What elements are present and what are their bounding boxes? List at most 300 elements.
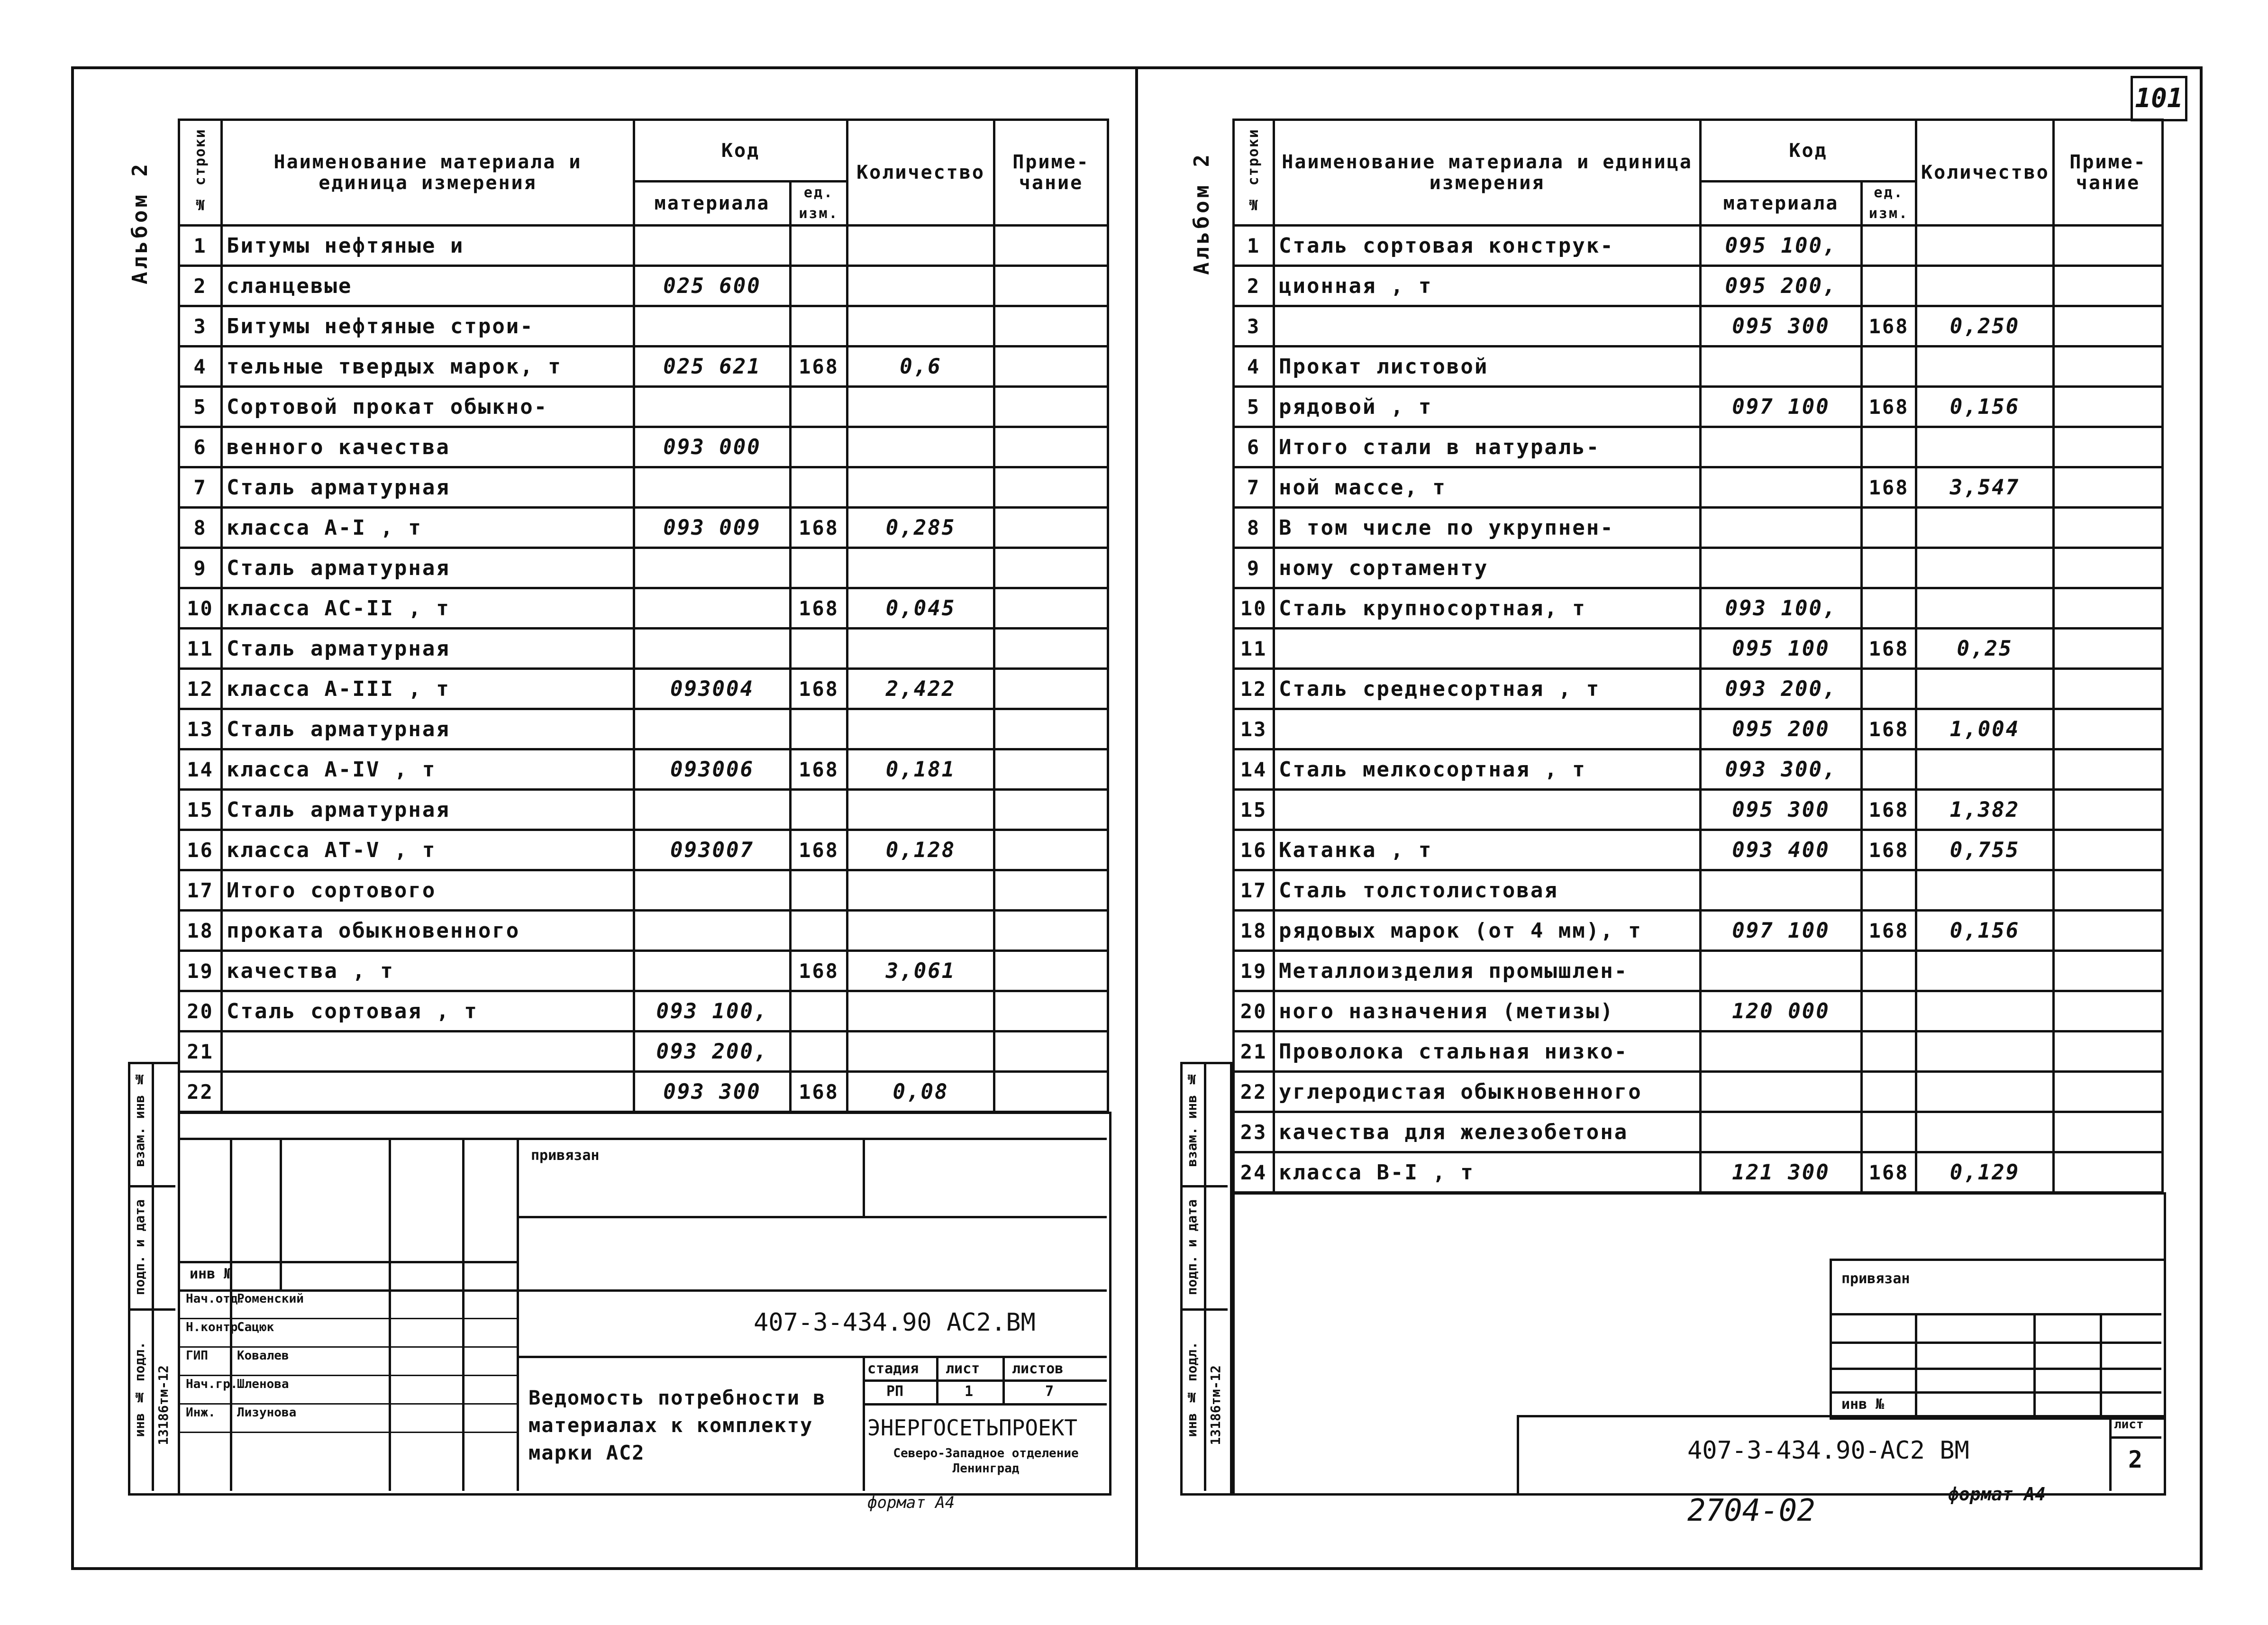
left-sheets: 7 (1045, 1383, 1054, 1400)
quantity-value: 1,004 (1916, 709, 2054, 749)
unit-code (791, 709, 847, 749)
material-code: 093 300, (1701, 749, 1862, 790)
note-cell (2054, 467, 2163, 508)
table-row (179, 1032, 1108, 1072)
quantity-value (1916, 588, 2054, 629)
left-stamp-inv: инв № подл. (132, 1342, 147, 1437)
material-name: Сталь мелкосортная , т (1274, 749, 1701, 790)
material-name (1274, 306, 1701, 347)
unit-code: 168 (1862, 306, 1916, 347)
row-number: 11 (1234, 629, 1274, 669)
note-cell (2054, 1152, 2163, 1193)
quantity-value (1916, 226, 2054, 266)
unit-code (791, 870, 847, 911)
note-cell (2054, 709, 2163, 749)
note-cell (2054, 991, 2163, 1032)
material-code: 095 100, (1701, 226, 1862, 266)
table-row (1234, 951, 2163, 991)
row-number: 19 (1234, 951, 1274, 991)
table-row (179, 548, 1108, 588)
table-row (179, 347, 1108, 387)
unit-code (791, 306, 847, 347)
table-row (1234, 629, 2163, 669)
unit-code (1862, 588, 1916, 629)
row-number: 2 (1234, 266, 1274, 306)
table-row (1234, 467, 2163, 508)
material-code: 097 100 (1701, 911, 1862, 951)
material-code: 120 000 (1701, 991, 1862, 1032)
material-name: ного назначения (метизы) (1274, 991, 1701, 1032)
row-number: 18 (1234, 911, 1274, 951)
quantity-value (847, 306, 994, 347)
row-number: 9 (179, 548, 222, 588)
row-number: 14 (179, 749, 222, 790)
quantity-value (1916, 427, 2054, 467)
row-number: 5 (1234, 387, 1274, 427)
material-name: Сталь сортовая , т (222, 991, 634, 1032)
right-material-table (1232, 119, 2164, 1194)
table-row (179, 467, 1108, 508)
row-number: 18 (179, 911, 222, 951)
material-name: проката обыкновенного (222, 911, 634, 951)
note-cell (994, 266, 1108, 306)
material-code: 093004 (634, 669, 791, 709)
unit-code: 168 (791, 669, 847, 709)
quantity-value (1916, 266, 2054, 306)
material-name: рядовой , т (1274, 387, 1701, 427)
row-number: 23 (1234, 1112, 1274, 1152)
row-number: 22 (179, 1072, 222, 1112)
material-code: 095 300 (1701, 306, 1862, 347)
note-cell (2054, 870, 2163, 911)
left-material-table (178, 119, 1109, 1113)
material-code (1701, 427, 1862, 467)
material-code: 025 621 (634, 347, 791, 387)
row-number: 4 (1234, 347, 1274, 387)
table-row (1234, 1072, 2163, 1112)
col-code: Код (634, 120, 847, 182)
row-number: 13 (1234, 709, 1274, 749)
table-row (1234, 508, 2163, 548)
material-name: В том числе по укрупнен- (1274, 508, 1701, 548)
material-name (222, 1072, 634, 1112)
quantity-value (1916, 991, 2054, 1032)
material-name: сланцевые (222, 266, 634, 306)
table-row (1234, 991, 2163, 1032)
note-cell (994, 387, 1108, 427)
table-row (1234, 226, 2163, 266)
row-number: 13 (179, 709, 222, 749)
note-cell (2054, 749, 2163, 790)
unit-code (791, 427, 847, 467)
left-sheet: 1 (965, 1383, 974, 1400)
material-name: Сталь сортовая конструк- (1274, 226, 1701, 266)
row-number: 16 (179, 830, 222, 870)
material-name: Сталь арматурная (222, 467, 634, 508)
material-code (634, 306, 791, 347)
row-number: 15 (179, 790, 222, 830)
row-number: 1 (179, 226, 222, 266)
right-sheet: 2 (2128, 1446, 2143, 1473)
table-row (1234, 306, 2163, 347)
material-code (634, 467, 791, 508)
left-privyazan-label: привязан (531, 1147, 600, 1164)
quantity-value (847, 629, 994, 669)
table-row (179, 387, 1108, 427)
left-stamp-vzam: взам. инв № (132, 1071, 147, 1167)
material-name: Прокат листовой (1274, 347, 1701, 387)
note-cell (994, 588, 1108, 629)
note-cell (994, 951, 1108, 991)
row-number: 8 (1234, 508, 1274, 548)
quantity-value (847, 548, 994, 588)
right-inv-label: инв № (1841, 1396, 1885, 1413)
table-row (179, 790, 1108, 830)
unit-code: 168 (1862, 709, 1916, 749)
quantity-value (1916, 1112, 2054, 1152)
right-sheet-label: лист (2114, 1417, 2144, 1432)
quantity-value: 0,156 (1916, 387, 2054, 427)
unit-code (1862, 951, 1916, 991)
role-person: Лизунова (237, 1406, 297, 1420)
right-stamp-code: 13186тм-12 (1208, 1365, 1223, 1445)
row-number: 24 (1234, 1152, 1274, 1193)
material-name: тельные твердых марок, т (222, 347, 634, 387)
note-cell (2054, 266, 2163, 306)
table-row (179, 951, 1108, 991)
quantity-value: 0,25 (1916, 629, 2054, 669)
row-number: 12 (1234, 669, 1274, 709)
quantity-value (847, 387, 994, 427)
row-number: 20 (1234, 991, 1274, 1032)
col-note: Приме-чание (994, 120, 1108, 226)
material-name: Проволока стальная низко- (1274, 1032, 1701, 1072)
table-row (179, 306, 1108, 347)
note-cell (2054, 226, 2163, 266)
col-row-no-r: № строки (1234, 120, 1274, 226)
quantity-value: 2,422 (847, 669, 994, 709)
note-cell (994, 467, 1108, 508)
left-stamp-code: 13186тм-12 (155, 1365, 171, 1445)
material-code (634, 226, 791, 266)
unit-code (1862, 991, 1916, 1032)
material-code (1701, 1112, 1862, 1152)
note-cell (994, 669, 1108, 709)
row-number: 9 (1234, 548, 1274, 588)
note-cell (994, 548, 1108, 588)
table-row (179, 588, 1108, 629)
role-label: Нач.отд. (186, 1292, 246, 1306)
note-cell (994, 749, 1108, 790)
material-code: 093 200, (1701, 669, 1862, 709)
material-code: 121 300 (1701, 1152, 1862, 1193)
note-cell (994, 1072, 1108, 1112)
row-number: 12 (179, 669, 222, 709)
quantity-value (847, 991, 994, 1032)
left-format: формат А4 (867, 1493, 955, 1512)
unit-code (791, 266, 847, 306)
row-number: 17 (1234, 870, 1274, 911)
material-code (1701, 870, 1862, 911)
material-name: Битумы нефтяные и (222, 226, 634, 266)
quantity-value (1916, 1072, 2054, 1112)
unit-code: 168 (791, 749, 847, 790)
quantity-value: 0,128 (847, 830, 994, 870)
note-cell (994, 347, 1108, 387)
table-row (1234, 911, 2163, 951)
row-number: 21 (1234, 1032, 1274, 1072)
quantity-value: 0,285 (847, 508, 994, 548)
note-cell (994, 870, 1108, 911)
material-name: класса В-I , т (1274, 1152, 1701, 1193)
row-number: 19 (179, 951, 222, 991)
row-number: 4 (179, 347, 222, 387)
quantity-value (847, 226, 994, 266)
page-number: 101 (2131, 76, 2187, 121)
material-name: Сталь крупносортная, т (1274, 588, 1701, 629)
table-row (1234, 588, 2163, 629)
table-row (179, 870, 1108, 911)
left-stage: РП (886, 1383, 904, 1400)
note-cell (2054, 508, 2163, 548)
unit-code (1862, 1032, 1916, 1072)
unit-code (1862, 266, 1916, 306)
material-code (634, 951, 791, 991)
unit-code: 168 (1862, 387, 1916, 427)
material-name: углеродистая обыкновенного (1274, 1072, 1701, 1112)
unit-code: 168 (1862, 790, 1916, 830)
material-name (1274, 629, 1701, 669)
left-stage-label: стадия (867, 1360, 919, 1377)
table-row (179, 508, 1108, 548)
table-row (1234, 790, 2163, 830)
material-name: Сталь арматурная (222, 790, 634, 830)
note-cell (2054, 306, 2163, 347)
material-name: Итого стали в натураль- (1274, 427, 1701, 467)
material-code (634, 790, 791, 830)
role-person: Роменский (237, 1292, 304, 1306)
table-row (1234, 387, 2163, 427)
table-row (1234, 548, 2163, 588)
quantity-value (847, 870, 994, 911)
role-label: Н.контр. (186, 1320, 246, 1334)
material-code: 093 000 (634, 427, 791, 467)
col-name: Наименование материала и единица измерения (222, 120, 634, 226)
note-cell (2054, 588, 2163, 629)
material-name: Битумы нефтяные строи- (222, 306, 634, 347)
table-row (179, 749, 1108, 790)
material-code: 093 200, (634, 1032, 791, 1072)
unit-code (1862, 669, 1916, 709)
unit-code (791, 548, 847, 588)
material-code (634, 870, 791, 911)
quantity-value (1916, 749, 2054, 790)
note-cell (2054, 1072, 2163, 1112)
unit-code (791, 991, 847, 1032)
row-number: 21 (179, 1032, 222, 1072)
table-row (179, 629, 1108, 669)
material-code: 093 009 (634, 508, 791, 548)
col-quantity: Количество (847, 120, 994, 226)
material-name: Сталь арматурная (222, 548, 634, 588)
note-cell (994, 427, 1108, 467)
unit-code (1862, 427, 1916, 467)
note-cell (2054, 347, 2163, 387)
left-stamp-podp: подп. и дата (132, 1199, 147, 1296)
note-cell (2054, 951, 2163, 991)
note-cell (2054, 427, 2163, 467)
material-code (1701, 548, 1862, 588)
unit-code: 168 (791, 951, 847, 991)
material-name: Металлоизделия промышлен- (1274, 951, 1701, 991)
unit-code: 168 (1862, 911, 1916, 951)
col-name-r: Наименование материала и единица измерения (1274, 120, 1701, 226)
unit-code (1862, 347, 1916, 387)
note-cell (2054, 911, 2163, 951)
material-name: класса А-III , т (222, 669, 634, 709)
quantity-value (847, 1032, 994, 1072)
unit-code (1862, 1112, 1916, 1152)
unit-code (791, 1032, 847, 1072)
left-inv-label: инв № (190, 1266, 233, 1282)
note-cell (994, 830, 1108, 870)
role-person: Сацюк (237, 1320, 274, 1334)
unit-code: 168 (791, 1072, 847, 1112)
unit-code: 168 (1862, 830, 1916, 870)
quantity-value (1916, 347, 2054, 387)
note-cell (2054, 1112, 2163, 1152)
note-cell (994, 226, 1108, 266)
row-number: 14 (1234, 749, 1274, 790)
material-code (634, 911, 791, 951)
right-drawing-code: 407-3-434.90-АС2 ВМ (1687, 1436, 1969, 1465)
note-cell (2054, 629, 2163, 669)
table-row (1234, 427, 2163, 467)
right-stamp-podp: подп. и дата (1184, 1199, 1200, 1296)
material-name: класса А-I , т (222, 508, 634, 548)
row-number: 7 (179, 467, 222, 508)
material-name: Сортовой прокат обыкно- (222, 387, 634, 427)
row-number: 3 (179, 306, 222, 347)
role-label: Инж. (186, 1406, 216, 1420)
table-row (1234, 830, 2163, 870)
quantity-value: 3,547 (1916, 467, 2054, 508)
right-stamp-vzam: взам. инв № (1184, 1071, 1200, 1167)
right-number: 2704-02 (1687, 1493, 1815, 1528)
quantity-value: 0,045 (847, 588, 994, 629)
quantity-value: 0,250 (1916, 306, 2054, 347)
unit-code (791, 467, 847, 508)
table-row (179, 427, 1108, 467)
quantity-value (1916, 1032, 2054, 1072)
col-row-no: № строки (179, 120, 222, 226)
left-drawing-code: 407-3-434.90 АС2.ВМ (754, 1308, 1036, 1337)
role-person: Ковалев (237, 1349, 289, 1363)
row-number: 11 (179, 629, 222, 669)
right-format: формат А4 (1948, 1484, 2046, 1505)
note-cell (994, 508, 1108, 548)
quantity-value (847, 790, 994, 830)
unit-code: 168 (1862, 467, 1916, 508)
right-stamp-inv: инв № подл. (1184, 1342, 1200, 1437)
material-name: венного качества (222, 427, 634, 467)
left-doc-title: Ведомость потребности в материалах к комплекту марки АС2 (528, 1386, 826, 1464)
quantity-value (1916, 870, 2054, 911)
material-name: Катанка , т (1274, 830, 1701, 870)
col-unit-r: ед. изм. (1862, 182, 1916, 226)
material-code (634, 588, 791, 629)
material-name: класса А-IV , т (222, 749, 634, 790)
material-code (634, 548, 791, 588)
material-name: Сталь толстолистовая (1274, 870, 1701, 911)
quantity-value (847, 467, 994, 508)
unit-code (791, 911, 847, 951)
left-album-label: Альбом 2 (128, 161, 152, 284)
row-number: 3 (1234, 306, 1274, 347)
quantity-value (847, 266, 994, 306)
unit-code (1862, 870, 1916, 911)
unit-code (791, 387, 847, 427)
row-number: 7 (1234, 467, 1274, 508)
row-number: 8 (179, 508, 222, 548)
row-number: 17 (179, 870, 222, 911)
material-name: ной массе, т (1274, 467, 1701, 508)
unit-code: 168 (791, 347, 847, 387)
row-number: 10 (1234, 588, 1274, 629)
material-code (1701, 467, 1862, 508)
table-row (179, 1072, 1108, 1112)
unit-code (791, 790, 847, 830)
col-note-r: Приме-чание (2054, 120, 2163, 226)
row-number: 6 (179, 427, 222, 467)
row-number: 6 (1234, 427, 1274, 467)
unit-code (1862, 548, 1916, 588)
unit-code (791, 629, 847, 669)
quantity-value (1916, 548, 2054, 588)
material-code: 095 300 (1701, 790, 1862, 830)
table-row (179, 830, 1108, 870)
material-code (1701, 1072, 1862, 1112)
material-code: 095 200, (1701, 266, 1862, 306)
col-quantity-r: Количество (1916, 120, 2054, 226)
quantity-value: 3,061 (847, 951, 994, 991)
note-cell (2054, 548, 2163, 588)
quantity-value (847, 709, 994, 749)
table-row (1234, 709, 2163, 749)
material-code (1701, 508, 1862, 548)
col-unit: ед. изм. (791, 182, 847, 226)
row-number: 2 (179, 266, 222, 306)
material-code (634, 629, 791, 669)
left-sheets-label: листов (1012, 1360, 1064, 1377)
material-name: Итого сортового (222, 870, 634, 911)
quantity-value (847, 911, 994, 951)
role-label: Нач.гр. (186, 1377, 238, 1391)
unit-code: 168 (1862, 1152, 1916, 1193)
quantity-value (1916, 508, 2054, 548)
material-code: 097 100 (1701, 387, 1862, 427)
material-code: 093 400 (1701, 830, 1862, 870)
note-cell (994, 790, 1108, 830)
note-cell (994, 911, 1108, 951)
row-number: 16 (1234, 830, 1274, 870)
material-code (1701, 347, 1862, 387)
material-name: Сталь арматурная (222, 629, 634, 669)
quantity-value: 0,6 (847, 347, 994, 387)
material-code: 093007 (634, 830, 791, 870)
material-code: 093 100, (634, 991, 791, 1032)
material-code: 093 100, (1701, 588, 1862, 629)
